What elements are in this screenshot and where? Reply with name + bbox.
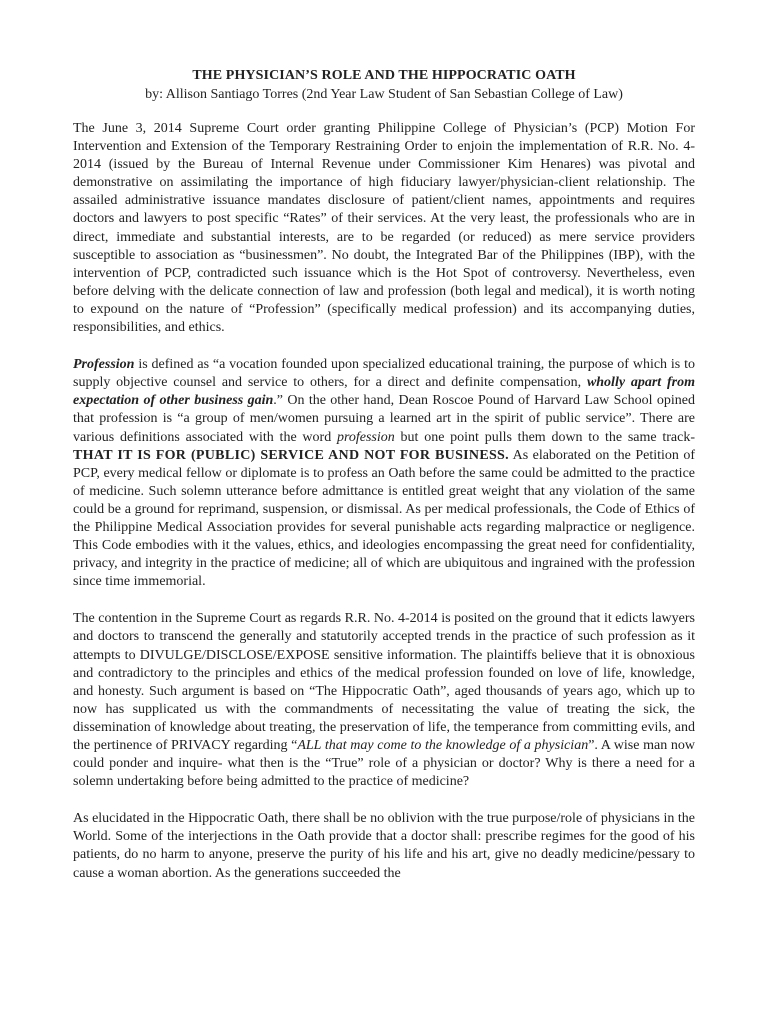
paragraph-2-text-d: As elaborated on the Petition of PCP, every medical fellow or diplomate is to profess an Oath before the same could be admitted to the practice of medicine. Such solemn utterance before admittance is entitled great weight that any violation of the same could be a ground for reprimand, suspension, or dismissal. As per medical professionals, the Code of Ethics of the Philippine Medical Association provides for several punishable acts regarding malpractice or negligence. This Code embodies with it the values, ethics, and ideologies encompassing the great need for confidentiality, privacy, and integrity in the practice of medicine; all of which are ubiquitous and ingrained with the profession since time immemorial. <box>73 447 695 590</box>
paragraph-3 <box>73 610 695 791</box>
paragraph-3-emphasis-a: ALL that may come to the knowledge of a physician <box>297 738 589 753</box>
paragraph-3-text-b: ”. A wise man now could ponder and inquire- what then is the “True” role of a physician or doctor? Why is there a need for a solemn undertaking before being admitted to the practice of medicine? <box>73 738 695 790</box>
paragraph-3-text-a: The contention in the Supreme Court as regards R.R. No. 4-2014 is posited on the ground that it edicts lawyers and doctors to transcend the generally and statutorily accepted trends in the practice of such profession as it attempts to DIVULGE/DISCLOSE/EXPOSE sensitive information. The plaintiffs believe that it is obnoxious and contradictory to the principles and ethics of the medical profession founded on love of life, knowledge, and honesty. Such argument is based on “The Hippocratic Oath”, aged thousands of years ago, which up to now has supplicated us with the commandments of necessitating the value of treating the sick, the dissemination of knowledge about treating, the preservation of life, the temperance from committing evils, and the pertinence of PRIVACY regarding “ <box>73 611 695 753</box>
paragraph-2-emphasis-b: profession <box>336 429 395 445</box>
paragraph-2-emphasis-a: wholly apart from expectation of other business gain <box>73 375 695 409</box>
paragraph-4: As elucidated in the Hippocratic Oath, there shall be no oblivion with the true purpose/role of physicians in the World. Some of the interjections in the Oath provide that a doctor shall: prescribe regimes for the good of his patients, do no harm to anyone, preserve the purity of his life and his art, give no deadly medicine/pessary to cause a woman abortion. As the generations succeeded the <box>73 811 695 881</box>
paragraph-1: The June 3, 2014 Supreme Court order granting Philippine College of Physician’s (PCP) Motion For Intervention and Extension of the Temporary Restraining Order to enjoin the implementation of R.R. No. 4-2014 (issued by the Bureau of Internal Revenue under Commissioner Kim Henares) was pivotal and demonstrative on assimilating the importance of high fiduciary lawyer/physician-client relationship. The assailed administrative issuance mandates disclosure of patient/client names, appointments and requires doctors and lawyers to post specific “Rates” of their services. At the very least, the professionals who are in direct, immediate and substantial interests, are to be regarded (or reduced) as mere service providers susceptible to association as “businessmen”. No doubt, the Integrated Bar of the Philippines (IBP), with the intervention of PCP, contradicted such issuance which is the Hot Spot of controversy. Nevertheless, even before delving with the delicate connection of law and profession (both legal and medical), it is worth noting to expound on the nature of “Profession” (specifically medical profession) and its accompanying duties, responsibilities, and ethics. <box>73 121 695 336</box>
document-title: THE PHYSICIAN’S ROLE AND THE HIPPOCRATIC OATH <box>192 68 576 83</box>
paragraph-2-text-b: .” On the other hand, Dean Roscoe Pound of Harvard Law School opined that profession is “a group of men/women pursuing a learned art in the spirit of public service”. There are various definitions associated with the word <box>73 393 695 445</box>
paragraph-2-text-c: but one point pulls them down to the same track- <box>394 429 695 445</box>
profession-term: Profession <box>73 357 135 373</box>
document-byline: by: Allison Santiago Torres (2nd Year Law Student of San Sebastian College of Law) <box>145 87 623 102</box>
paragraph-2-emphasis-c: THAT IT IS FOR (PUBLIC) SERVICE AND NOT FOR BUSINESS. <box>73 447 509 463</box>
paragraph-2-text-a: is defined as “a vocation founded upon specialized educational training, the purpose of which is to supply objective counsel and service to others, for a direct and definite compensation, <box>73 357 695 391</box>
paragraph-2 <box>73 356 695 591</box>
